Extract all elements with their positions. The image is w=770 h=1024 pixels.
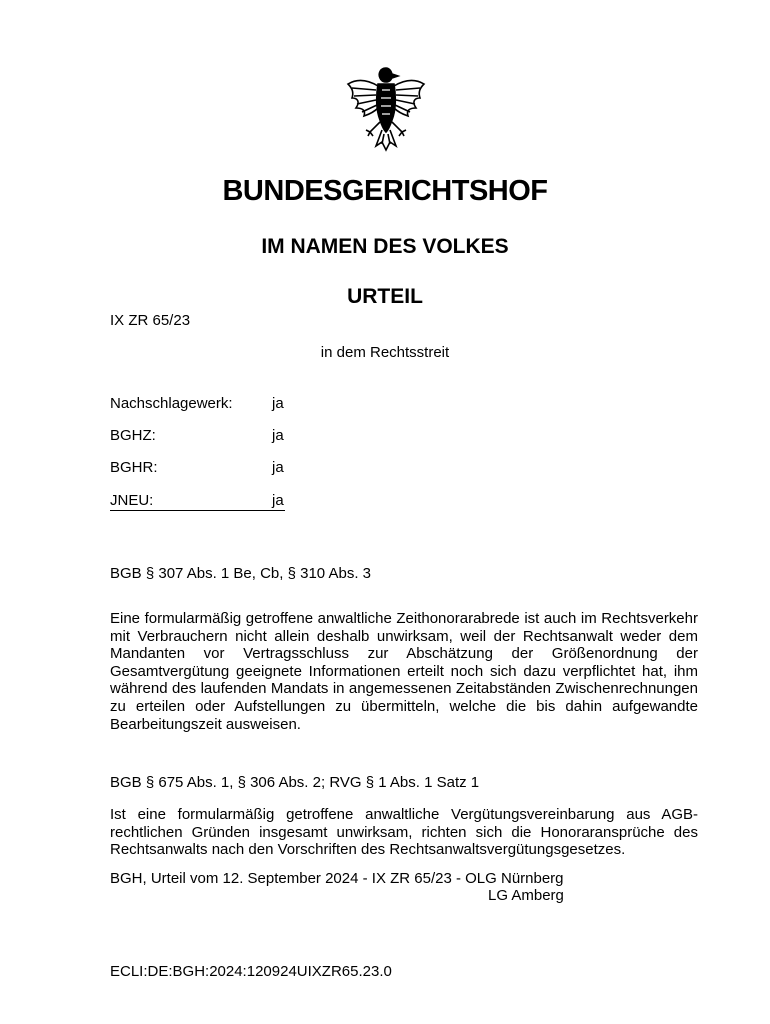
proceeding-label: in dem Rechtsstreit <box>320 344 450 361</box>
metadata-label: JNEU: <box>110 492 154 509</box>
federal-eagle-icon <box>340 62 432 154</box>
citation-line: BGH, Urteil vom 12. September 2024 - IX ZR 65/23 - OLG Nürnberg <box>110 870 564 887</box>
citation-lower-court: LG Amberg <box>488 887 564 904</box>
ecli-identifier: ECLI:DE:BGH:2024:120924UIXZR65.23.0 <box>110 963 392 980</box>
headnote-text: Eine formularmäßig getroffene anwaltliche Zeithonorarabrede ist auch im Rechtsverkehr mit Verbrauchern nicht allein deshalb unwirksam, weil der Rechtsanwalt weder dem Mandanten vor Vertragsschluss zur Abschätzung der Größenordnung der Gesamtvergütung geeignete Informationen erteilt noch sich dazu verpflichtet hat, ihm während des laufenden Mandats in angemessenen Zeitabständen Zwischenrechnungen zu erteilen oder Aufstellungen zu übermitteln, welche die bis dahin aufgewandte Bearbeitungszeit ausweisen. <box>110 610 698 733</box>
headnote-text: Ist eine formularmäßig getroffene anwaltliche Vergütungsvereinbarung aus AGB-rechtlichen Gründen insgesamt unwirksam, richten sich die Honoraransprüche des Rechtsanwalts nach den Vorschriften des Rechtsanwaltsvergütungsgesetzes. <box>110 806 698 859</box>
metadata-label: Nachschlagewerk: <box>110 395 233 412</box>
metadata-label: BGHR: <box>110 459 158 476</box>
metadata-value: ja <box>272 492 284 509</box>
metadata-value: ja <box>272 395 284 412</box>
metadata-value: ja <box>272 459 284 476</box>
judgment-formula: IM NAMEN DES VOLKES <box>261 235 509 258</box>
case-number: IX ZR 65/23 <box>110 312 191 329</box>
document-type: URTEIL <box>347 285 423 308</box>
court-name: BUNDESGERICHTSHOF <box>222 175 548 207</box>
metadata-value: ja <box>272 427 284 444</box>
headnote-norm: BGB § 307 Abs. 1 Be, Cb, § 310 Abs. 3 <box>110 565 372 582</box>
metadata-label: BGHZ: <box>110 427 156 444</box>
headnote-norm: BGB § 675 Abs. 1, § 306 Abs. 2; RVG § 1 Abs. 1 Satz 1 <box>110 774 480 791</box>
metadata-row-jneu <box>110 492 285 511</box>
